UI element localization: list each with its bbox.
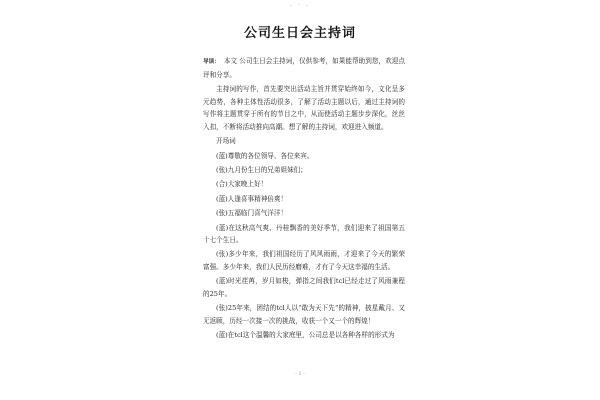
dialogue-line: (蓝)在tcl这个温馨的大家庭里，公司总是以各种各样的形式为: [216, 331, 395, 340]
dialogue-line: (蓝)在这秋高气爽、丹桂飘香的美好季节，我们迎来了祖国第五十七个生日。: [203, 223, 405, 245]
dialogue-line: (张)25年来，团结的tcl人以“敢为天下先”的精神，披星戴月、又无返顾，历经一次接一次的挑战，收获一个又一个的辉煌！: [203, 304, 405, 326]
dialogue-line: (张)五福临门喜气洋洋！: [216, 209, 288, 218]
section-heading-opening: 开场词: [216, 137, 236, 146]
dialogue-line: (蓝)时光荏苒，岁月如梭，弹指之间我们tcl已经走过了风雨兼程的25年。: [203, 277, 405, 299]
lead-text: 本文 公司生日会主持词，仅供参考，如果能帮助到您，欢迎点评和分享。: [203, 57, 405, 79]
document-title: 公司生日会主持词: [243, 26, 356, 41]
lead-paragraph: [203, 55, 405, 81]
dialogue-line: (蓝)人逢喜事精神倍爽！: [216, 194, 288, 203]
intro-paragraph: 主持词的写作，首先要突出活动主旨并贯穿始终如今，文化呈多元趋势，各种主体性活动很多，了解了活动主题以后，通过主持词的写作将主题贯穿于所有的节目之中，从而使活动主题步步深化，丝丝入扣，不断将活动推向高潮。想了解的主持词，欢迎进入频道。: [203, 84, 405, 131]
dialogue-line: (蓝)尊敬的各位领导、各位来宾。: [216, 151, 314, 160]
page-number: - 1 -: [295, 371, 305, 377]
dialogue-line: (张)多少年来，我们祖国经历了风风雨雨，才迎来了今天的繁荣富强。多少年来，我们人民历经磨难，才有了今天这幸福的生活。: [203, 250, 405, 272]
lead-label: 导读：: [203, 59, 220, 65]
header-mark: - · -: [290, 2, 310, 9]
document-body: [203, 55, 405, 344]
dialogue-line: (张)九月份生日的兄弟姐妹们；: [216, 165, 307, 174]
dialogue-line: (合)大家晚上好！: [216, 180, 268, 189]
